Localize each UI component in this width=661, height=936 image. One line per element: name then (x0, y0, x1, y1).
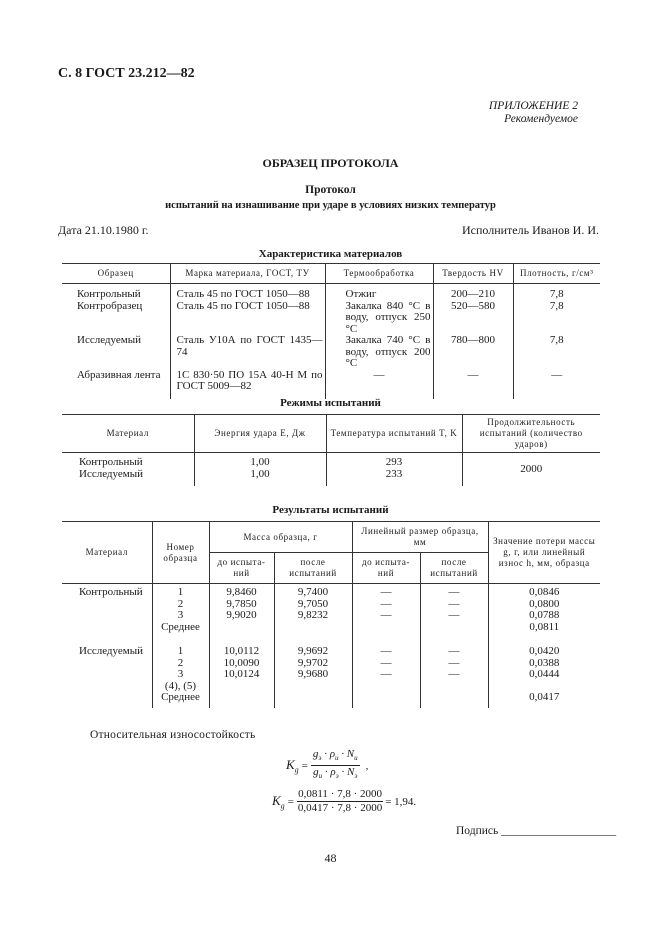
modes-caption: Режимы испытаний (280, 397, 381, 409)
page-number: 48 (324, 851, 337, 865)
results-table (62, 521, 600, 708)
modes-duration: 2000 (520, 462, 543, 475)
relative-wear-label: Относительная износостойкость (90, 729, 256, 741)
materials-col-grade: Марка материала, ГОСТ, ТУ (170, 264, 325, 284)
appendix-status: Рекомендуемое (504, 113, 578, 125)
results-linear-before: до испыта-ний (352, 553, 420, 584)
results-col-linear: Линейный размер образца, мм (352, 522, 488, 553)
table-row: (4), (5) (62, 681, 600, 693)
modes-col-energy: Энергия удара E, Дж (194, 415, 326, 453)
table-row: Контрольный 1,00 293 2000 (62, 453, 600, 469)
materials-col-density: Плотность, г/см³ (513, 264, 600, 284)
materials-col-heat: Термообработка (325, 264, 433, 284)
materials-caption: Характеристика материалов (258, 248, 403, 260)
table-row: Среднее 0,0811 (62, 622, 600, 634)
results-linear-after: после испытаний (420, 553, 488, 584)
results-col-sample-no: Номер образца (152, 522, 209, 584)
results-mass-after: после испытаний (274, 553, 352, 584)
table-row: Исследуемый 1 10,0112 9,9692 — — 0,0420 (62, 646, 600, 658)
protocol-subtitle: испытаний на изнашивание при ударе в условиях низких температур (165, 200, 496, 211)
results-col-mass: Масса образца, г (209, 522, 352, 553)
modes-table (62, 414, 600, 486)
page-header: С. 8 ГОСТ 23.212—82 (58, 66, 195, 81)
table-row: 2 9,7850 9,7050 — — 0,0800 (62, 599, 600, 611)
modes-col-duration: Продолжительность испытаний (количество ударов) (462, 415, 600, 453)
protocol-executor: Исполнитель Иванов И. И. (461, 223, 599, 237)
formula-general: $K_g$ = $g_э \cdot \rho_и \cdot N_и$ $g_и \cdot \rho_э \cdot N_э$ , (286, 748, 369, 781)
doc-heading: ОБРАЗЕЦ ПРОТОКОЛА (262, 156, 399, 170)
table-row: Контрольный Сталь 45 по ГОСТ 1050—88 Отжиг 200—210 7,8 (62, 284, 600, 301)
signature-line: Подпись ____________________ (456, 825, 617, 837)
appendix-label (489, 100, 578, 126)
table-row: 2 10,0090 9,9702 — — 0,0388 (62, 658, 600, 670)
table-row: 3 10,0124 9,9680 — — 0,0444 (62, 669, 600, 681)
table-row: 3 9,9020 9,8232 — — 0,0788 (62, 610, 600, 622)
results-col-material: Материал (62, 522, 152, 584)
materials-table (62, 263, 600, 399)
results-caption: Результаты испытаний (272, 504, 389, 516)
protocol-title: Протокол (305, 184, 356, 196)
table-row: Абразивная лента 1С 830·50 ПО 15А 40-Н М по ГОСТ 5009—82 — — — (62, 370, 600, 399)
table-row: Контрольный 1 9,8460 9,7400 — — 0,0846 (62, 584, 600, 599)
appendix-number: ПРИЛОЖЕНИЕ 2 (488, 100, 578, 112)
protocol-date: Дата 21.10.1980 г. (58, 223, 149, 237)
materials-col-sample: Образец (62, 264, 170, 284)
table-row: Исследуемый Сталь У10А по ГОСТ 1435—74 Закалка 740 °С в воду, отпуск 200 °С 780—800 7,8 (62, 335, 600, 370)
materials-col-hardness: Твердость HV (433, 264, 513, 284)
results-col-loss: Значение потери массы g, г, или линейный износ h, мм, образца (488, 522, 600, 584)
modes-col-temperature: Температура испытаний T, K (326, 415, 462, 453)
table-row: Контробразец Сталь 45 по ГОСТ 1050—88 Закалка 840 °С в воду, отпуск 250 °С 520—580 7,8 (62, 301, 600, 336)
modes-col-material: Материал (62, 415, 194, 453)
table-row: Среднее 0,0417 (62, 692, 600, 708)
table-row: Исследуемый 1,00 233 (62, 469, 600, 487)
formula-computed: $K_g$ = $\frac{0,0811 \cdot 7,8 \cdot 2000}{0,0417 \cdot 7,8 \cdot 2000}$ = 1,94. (272, 788, 417, 814)
results-mass-before: до испыта-ний (209, 553, 274, 584)
